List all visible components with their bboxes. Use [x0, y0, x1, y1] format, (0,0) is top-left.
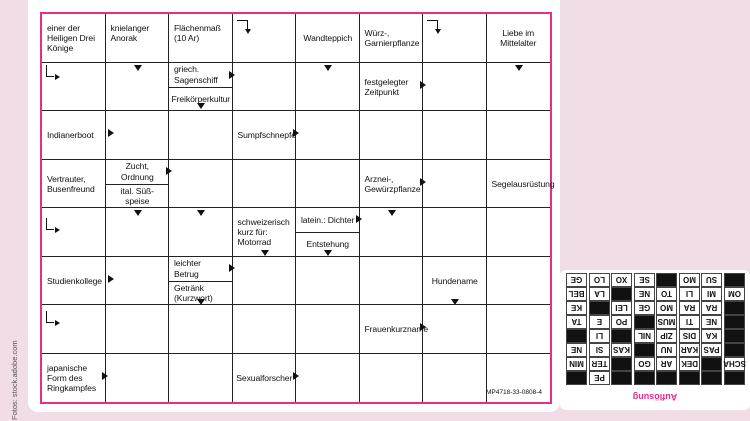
- solution-cell: KA: [701, 329, 722, 343]
- clue-text: Würz-, Garnierpflanze: [364, 28, 420, 49]
- solution-cell: MO: [656, 301, 677, 315]
- solution-cell: [724, 273, 745, 287]
- solution-cell: AR: [656, 357, 677, 371]
- solution-cell: [634, 371, 655, 385]
- grid-cell[interactable]: [423, 160, 487, 209]
- clue-text: leichter Betrug: [174, 258, 201, 279]
- grid-cell[interactable]: [487, 257, 551, 306]
- solution-cell: [656, 371, 677, 385]
- arrow-down-icon: [134, 210, 142, 216]
- grid-cell[interactable]: [169, 111, 233, 160]
- solution-grid: [566, 273, 750, 385]
- solution-cell: MIN: [566, 357, 587, 371]
- solution-cell: PO: [611, 315, 632, 329]
- solution-cell: DEK: [679, 357, 700, 371]
- solution-cell: TA: [566, 315, 587, 329]
- solution-cell: PAS: [701, 343, 722, 357]
- solution-cell: [634, 315, 655, 329]
- grid-cell[interactable]: [487, 208, 551, 257]
- solution-cell: XO: [611, 273, 632, 287]
- arrow-right-icon: [166, 167, 172, 175]
- grid-cell[interactable]: [233, 305, 297, 354]
- solution-cell: [724, 371, 745, 385]
- solution-cell: SU: [701, 273, 722, 287]
- solution-cell: [611, 371, 632, 385]
- solution-cell: ZIP: [656, 329, 677, 343]
- arrow-right-icon: [293, 129, 299, 137]
- grid-cell[interactable]: [233, 63, 297, 112]
- grid-cell[interactable]: [233, 257, 297, 306]
- grid-cell[interactable]: [169, 354, 233, 403]
- clue-text: festgelegter Zeitpunkt: [364, 76, 409, 97]
- clue-text: Vertrauter, Busenfreund: [47, 173, 95, 194]
- clue-text: Indianerboot: [47, 130, 94, 141]
- bent-arrow-icon: [46, 311, 54, 323]
- grid-cell[interactable]: [423, 208, 487, 257]
- solution-cell: E: [589, 315, 610, 329]
- arrow-down-icon: [197, 103, 205, 109]
- grid-cell[interactable]: [106, 305, 170, 354]
- clue-text: Frauenkurzname: [364, 324, 429, 335]
- solution-cell: OM: [724, 287, 745, 301]
- solution-cell: KAR: [679, 343, 700, 357]
- solution-cell: LA: [589, 287, 610, 301]
- solution-cell: KE: [566, 301, 587, 315]
- solution-cell: MI: [701, 287, 722, 301]
- clue-text: einer der Heiligen Drei Könige: [47, 23, 95, 54]
- clue-text: Freikörperkultur: [171, 93, 231, 104]
- solution-cell: GO: [634, 357, 655, 371]
- solution-cell: SCHA: [724, 357, 745, 371]
- arrow-right-icon: [229, 71, 235, 79]
- bent-arrow-icon: [46, 65, 54, 77]
- clue-text: Getränk (Kurzwort): [174, 282, 213, 303]
- grid-cell[interactable]: [296, 354, 360, 403]
- solution-cell: [566, 371, 587, 385]
- solution-cell: [634, 343, 655, 357]
- arrow-down-icon: [515, 65, 523, 71]
- clue-text: Studienkollege: [47, 275, 102, 286]
- solution-cell: LI: [679, 287, 700, 301]
- solution-cell: RA: [679, 301, 700, 315]
- clue-text: Hundename: [431, 275, 478, 286]
- solution-cell: [589, 301, 610, 315]
- grid-cell[interactable]: [169, 305, 233, 354]
- arrow-down-icon: [197, 210, 205, 216]
- grid-cell[interactable]: [423, 63, 487, 112]
- solution-cell: GE: [634, 301, 655, 315]
- grid-cell[interactable]: [487, 305, 551, 354]
- grid-cell[interactable]: [423, 305, 487, 354]
- arrow-down-icon: [324, 250, 332, 256]
- solution-cell: RA: [701, 301, 722, 315]
- arrow-down-icon: [197, 299, 205, 305]
- clue-text: japanische Form des Ringkampfes: [47, 362, 97, 393]
- solution-cell: NE: [701, 315, 722, 329]
- solution-cell: BEL: [566, 287, 587, 301]
- clue-text: knielanger Anorak: [110, 23, 150, 44]
- clue-text: Segelausrüstung: [491, 178, 555, 189]
- clue-text: schweizerisch kurz für: Motorrad: [237, 217, 290, 248]
- clue-text: Liebe im Mittelalter: [500, 28, 537, 49]
- grid-cell[interactable]: [233, 160, 297, 209]
- arrow-right-icon: [420, 81, 426, 89]
- arrow-down-icon: [134, 65, 142, 71]
- grid-cell[interactable]: [360, 111, 424, 160]
- crossword-grid: [40, 12, 555, 404]
- solution-cell: TO: [656, 287, 677, 301]
- puzzle-code: MP4718-33-0808-4: [485, 389, 542, 396]
- arrow-down-icon: [388, 210, 396, 216]
- solution-title: Auflösung: [632, 392, 678, 402]
- solution-cell: NE: [634, 287, 655, 301]
- arrow-right-icon: [108, 275, 114, 283]
- grid-cell[interactable]: [296, 305, 360, 354]
- grid-cell[interactable]: [360, 257, 424, 306]
- solution-cell: [611, 329, 632, 343]
- solution-cell: [724, 343, 745, 357]
- solution-cell: [701, 357, 722, 371]
- arrow-right-icon: [108, 129, 114, 137]
- solution-cell: MO: [679, 273, 700, 287]
- solution-cell: SE: [634, 273, 655, 287]
- photo-credit: Fotos: stock.adobe.com: [10, 340, 19, 420]
- grid-cell[interactable]: [296, 257, 360, 306]
- solution-panel: [560, 270, 750, 410]
- solution-cell: NIL: [634, 329, 655, 343]
- solution-cell: LI: [589, 329, 610, 343]
- arrow-right-icon: [102, 372, 108, 380]
- solution-cell: [656, 273, 677, 287]
- grid-cell[interactable]: [423, 111, 487, 160]
- grid-cell[interactable]: [487, 111, 551, 160]
- solution-cell: [611, 287, 632, 301]
- solution-cell: [566, 329, 587, 343]
- grid-cell[interactable]: [106, 354, 170, 403]
- clue-text: griech. Sagenschiff: [174, 64, 218, 85]
- grid-cell[interactable]: [296, 111, 360, 160]
- arrow-right-icon: [356, 215, 362, 223]
- clue-text: ital. Süß- speise: [120, 185, 154, 206]
- clue-text: Sexualforscher: [236, 372, 293, 383]
- grid-cell[interactable]: [106, 111, 170, 160]
- grid-cell[interactable]: [423, 354, 487, 403]
- arrow-right-icon: [420, 178, 426, 186]
- clue-text: Entstehung: [306, 239, 349, 250]
- grid-cell[interactable]: [106, 257, 170, 306]
- solution-cell: [724, 301, 745, 315]
- solution-cell: [679, 371, 700, 385]
- bent-arrow-icon: [237, 20, 248, 29]
- solution-cell: TER: [589, 357, 610, 371]
- grid-cell[interactable]: [360, 354, 424, 403]
- solution-cell: LO: [589, 273, 610, 287]
- solution-cell: NU: [656, 343, 677, 357]
- clue-text: latein.: Dichter: [301, 215, 355, 226]
- arrow-down-icon: [324, 65, 332, 71]
- solution-cell: KAS: [611, 343, 632, 357]
- solution-cell: PE: [589, 371, 610, 385]
- arrow-down-icon: [451, 299, 459, 305]
- clue-text: Arznei-, Gewürzpflanze: [364, 173, 421, 194]
- clue-text: Wandteppich: [303, 33, 353, 44]
- grid-cell[interactable]: [296, 160, 360, 209]
- grid-cell[interactable]: [169, 160, 233, 209]
- solution-cell: [611, 357, 632, 371]
- bent-arrow-icon: [427, 20, 438, 29]
- clue-text: Zucht, Ordnung: [120, 161, 154, 182]
- bent-arrow-icon: [46, 218, 54, 230]
- arrow-right-icon: [229, 264, 235, 272]
- solution-cell: DIS: [679, 329, 700, 343]
- solution-cell: GE: [566, 273, 587, 287]
- arrow-right-icon: [293, 372, 299, 380]
- clue-text: Flächenmaß (10 Ar): [174, 23, 221, 44]
- solution-cell: SI: [589, 343, 610, 357]
- clue-text: Sumpfschnepfe: [237, 130, 296, 141]
- arrow-right-icon: [420, 323, 426, 331]
- arrow-down-icon: [261, 250, 269, 256]
- grid-cell[interactable]: [42, 208, 106, 257]
- solution-cell: MUS: [656, 315, 677, 329]
- solution-cell: NE: [566, 343, 587, 357]
- solution-cell: [701, 371, 722, 385]
- solution-cell: TI: [679, 315, 700, 329]
- solution-cell: [724, 329, 745, 343]
- grid-cell[interactable]: [487, 354, 551, 403]
- solution-cell: [724, 315, 745, 329]
- solution-cell: LEI: [611, 301, 632, 315]
